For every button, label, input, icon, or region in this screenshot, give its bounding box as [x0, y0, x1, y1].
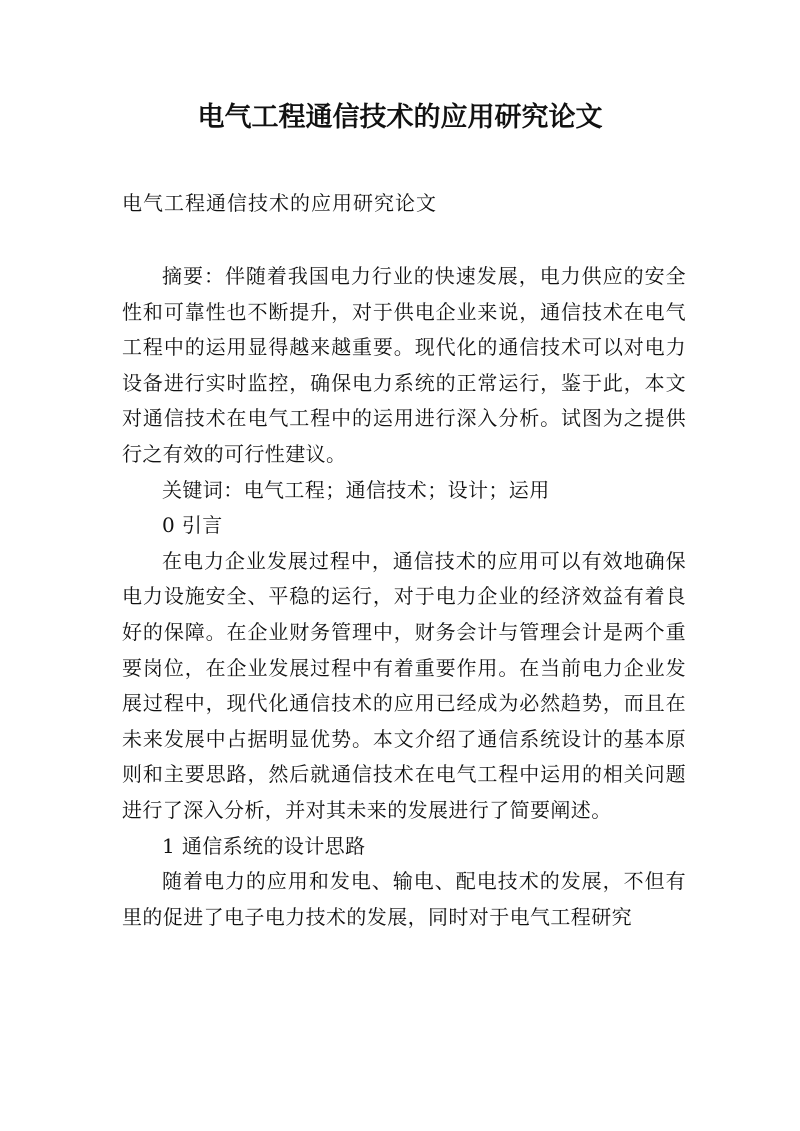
section-0-paragraph: 在电力企业发展过程中，通信技术的应用可以有效地确保电力设施安全、平稳的运行，对于电力企业的经济效益有着良好的保障。在企业财务管理中，财务会计与管理会计是两个重要岗位，在企业发展过程中有着重要作用。在当前电力企业发展过程中，现代化通信技术的应用已经成为必然趋势，而且在未来发展中占据明显优势。本文介绍了通信系统设计的基本原则和主要思路，然后就通信技术在电气工程中运用的相关问题进行了深入分析，并对其未来的发展进行了简要阐述。	[122, 548, 686, 822]
keywords-line: 关键词：电气工程；通信技术；设计；运用	[162, 477, 550, 502]
document-body	[122, 259, 686, 935]
section-1-heading: 1 通信系统的设计思路	[162, 833, 366, 858]
section-1-paragraph: 随着电力的应用和发电、输电、配电技术的发展，不但有里的促进了电子电力技术的发展，同时对于电气工程研究	[122, 869, 686, 929]
document-subtitle: 电气工程通信技术的应用研究论文	[122, 191, 437, 215]
abstract-paragraph: 摘要：伴随着我国电力行业的快速发展，电力供应的安全性和可靠性也不断提升，对于供电企业来说，通信技术在电气工程中的运用显得越来越重要。现代化的通信技术可以对电力设备进行实时监控，确保电力系统的正常运行，鉴于此，本文对通信技术在电气工程中的运用进行深入分析。试图为之提供行之有效的可行性建议。	[122, 264, 686, 466]
section-0-heading: 0 引言	[162, 513, 223, 538]
document-title: 电气工程通信技术的应用研究论文	[197, 102, 603, 133]
